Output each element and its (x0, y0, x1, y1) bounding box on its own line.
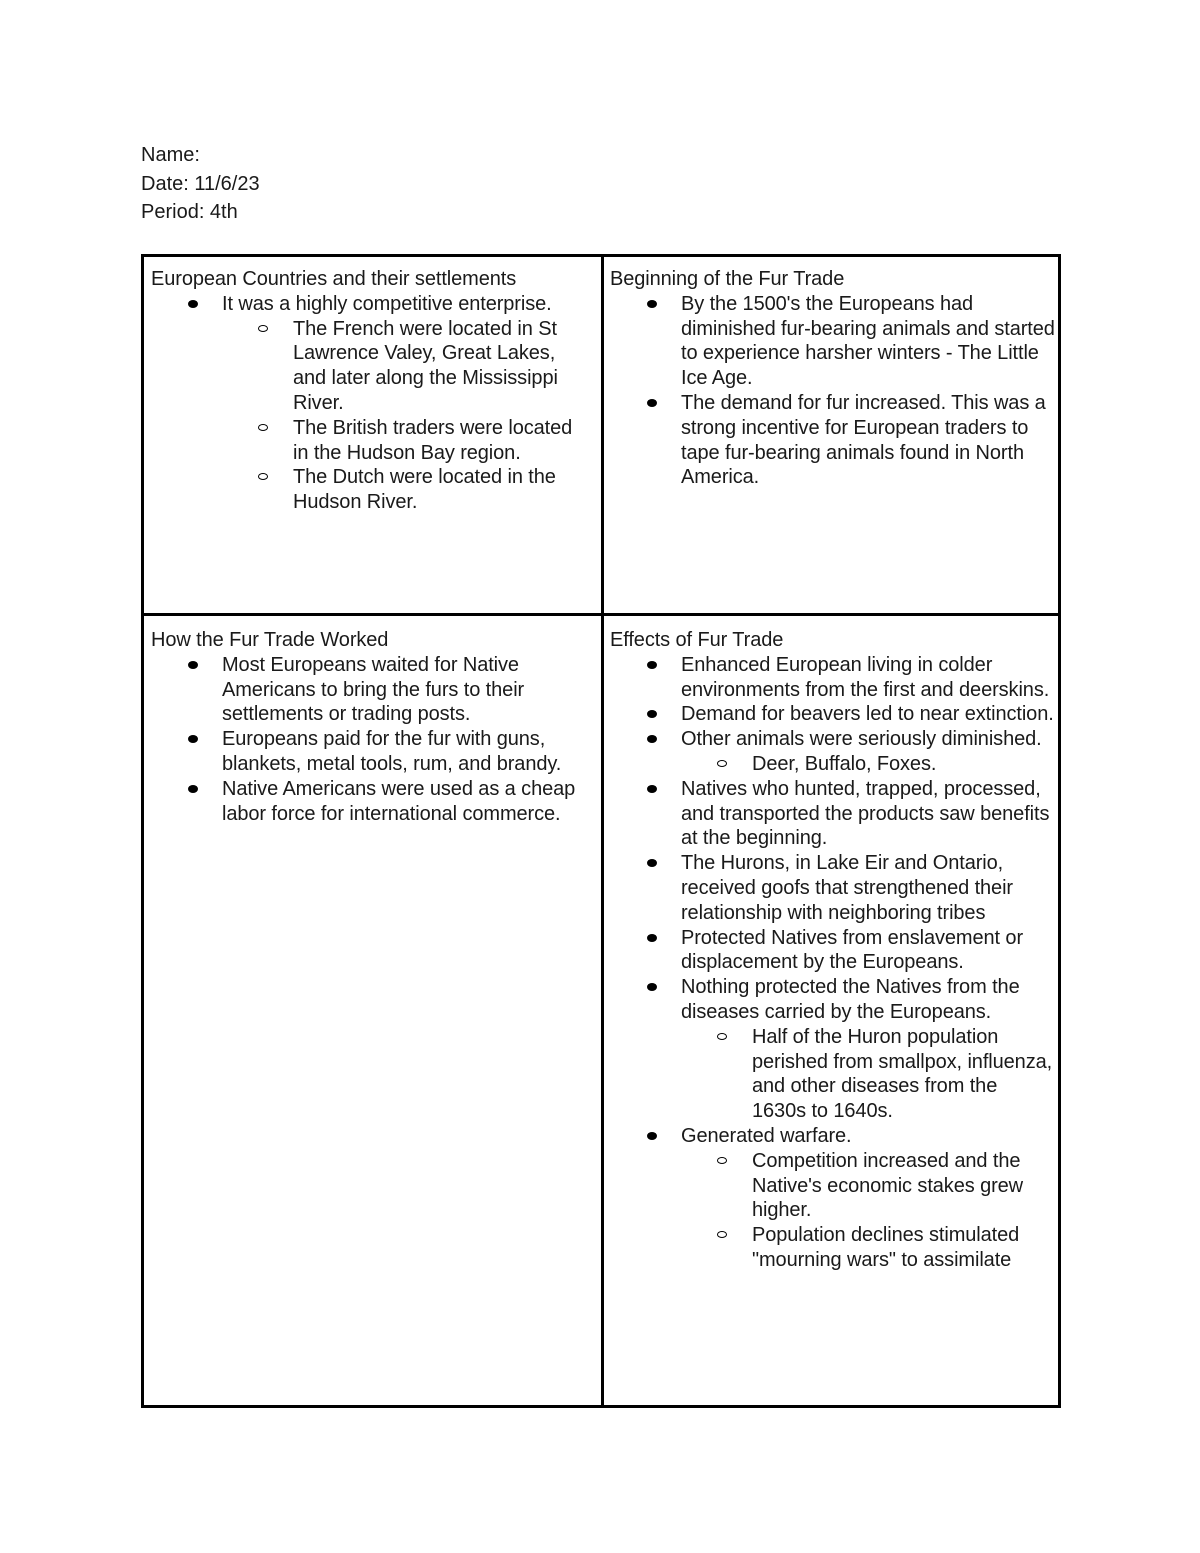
bullet-icon (188, 785, 198, 793)
bullet-icon (188, 661, 198, 669)
list-item (610, 653, 1056, 703)
hollow-bullet-icon (717, 1157, 727, 1164)
cell-title: Beginning of the Fur Trade (610, 268, 845, 290)
period-line: Period: 4th (141, 201, 238, 224)
hollow-bullet-icon (717, 1231, 727, 1238)
list-item-text: Europeans paid for the fur with guns, blankets, metal tools, rum, and brandy. (222, 728, 562, 775)
list-item-text: Native Americans were used as a cheap labor force for international commerce. (222, 777, 576, 825)
list-item (151, 292, 591, 317)
list-item-text: Natives who hunted, trapped, processed, and transported the products saw benefits at the beginning. (681, 777, 1050, 850)
sub-list-item (151, 317, 591, 416)
row-divider (144, 613, 1058, 616)
sub-list-item-text: The Dutch were located in the Hudson River. (293, 466, 556, 514)
list-item (610, 926, 1056, 976)
sub-list-item-text: Deer, Buffalo, Foxes. (752, 752, 937, 775)
list-item (610, 391, 1056, 490)
cell-title: How the Fur Trade Worked (151, 629, 389, 651)
list-item (151, 727, 591, 777)
sub-list-item-text: Competition increased and the Native's economic stakes grew higher. (752, 1149, 1024, 1222)
sub-list-item-text: Population declines stimulated "mourning wars" to assimilate (752, 1224, 1020, 1271)
list-item-text: Enhanced European living in colder environments from the first and deerskins. (681, 653, 1050, 701)
hollow-bullet-icon (258, 325, 268, 332)
bullet-icon (647, 710, 657, 718)
bullet-icon (188, 300, 198, 308)
bullet-icon (647, 859, 657, 867)
name-line: Name: (141, 144, 200, 166)
hollow-bullet-icon (717, 1033, 727, 1040)
sub-list-item (151, 465, 591, 515)
bullet-icon (647, 785, 657, 793)
sub-list-item-text: The French were located in St Lawrence Valey, Great Lakes, and later along the Mississippi River. (293, 317, 558, 414)
bullet-list (610, 292, 1056, 490)
list-item-text: The Hurons, in Lake Eir and Ontario, received goofs that strengthened their relationship with neighboring tribes (681, 852, 1013, 924)
bullet-list (151, 653, 591, 827)
list-item-text: Most Europeans waited for Native Americans to bring the furs to their settlements or trading posts. (222, 653, 525, 726)
list-item (151, 777, 591, 827)
list-item (610, 975, 1056, 1025)
sub-list-item (610, 1149, 1056, 1223)
list-item (610, 727, 1056, 752)
sub-list-item-text: Half of the Huron population perished from smallpox, influenza, and other diseases from the 1630s to 1640s. (752, 1025, 1053, 1123)
hollow-bullet-icon (717, 760, 727, 767)
bullet-list (610, 653, 1056, 1273)
date-line: Date: 11/6/23 (141, 172, 260, 195)
sub-list-item (610, 1223, 1056, 1273)
document-header (141, 141, 260, 227)
bullet-icon (647, 983, 657, 991)
list-item-text: Nothing protected the Natives from the diseases carried by the Europeans. (681, 976, 1020, 1023)
list-item-text: Other animals were seriously diminished. (681, 728, 1042, 751)
sub-list-item (151, 416, 591, 466)
bullet-icon (188, 735, 198, 743)
list-item (610, 1124, 1056, 1149)
list-item-text: It was a highly competitive enterprise. (222, 292, 552, 315)
list-item (610, 777, 1056, 851)
bullet-icon (647, 934, 657, 942)
list-item-text: By the 1500's the Europeans had diminished fur-bearing animals and started to experience harsher winters - The Little Ice Age. (681, 292, 1055, 390)
cell-title: Effects of Fur Trade (610, 629, 784, 651)
cell-title: European Countries and their settlements (151, 268, 517, 290)
bullet-icon (647, 300, 657, 308)
hollow-bullet-icon (258, 424, 268, 431)
cell-effects-of-fur-trade (610, 628, 1056, 1273)
list-item (610, 851, 1056, 925)
list-item-text: Protected Natives from enslavement or displacement by the Europeans. (681, 926, 1024, 974)
list-item-text: Generated warfare. (681, 1124, 852, 1147)
sub-list-item (610, 1025, 1056, 1124)
bullet-icon (647, 661, 657, 669)
bullet-icon (647, 1132, 657, 1140)
sub-list-item-text: The British traders were located in the Hudson Bay region. (293, 416, 573, 464)
sub-list-item (610, 752, 1056, 777)
column-divider (601, 257, 604, 1405)
cell-how-fur-trade-worked (151, 628, 591, 826)
bullet-icon (647, 399, 657, 407)
list-item (610, 702, 1056, 727)
hollow-bullet-icon (258, 473, 268, 480)
cell-beginning-of-fur-trade (610, 267, 1056, 490)
bullet-icon (647, 735, 657, 743)
list-item (610, 292, 1056, 391)
cell-european-countries (151, 267, 591, 515)
list-item-text: Demand for beavers led to near extinction. (681, 703, 1054, 726)
list-item (151, 653, 591, 727)
bullet-list (151, 292, 591, 515)
notes-table (141, 254, 1061, 1408)
list-item-text: The demand for fur increased. This was a strong incentive for European traders to tape fur-bearing animals found in North America. (681, 391, 1046, 489)
